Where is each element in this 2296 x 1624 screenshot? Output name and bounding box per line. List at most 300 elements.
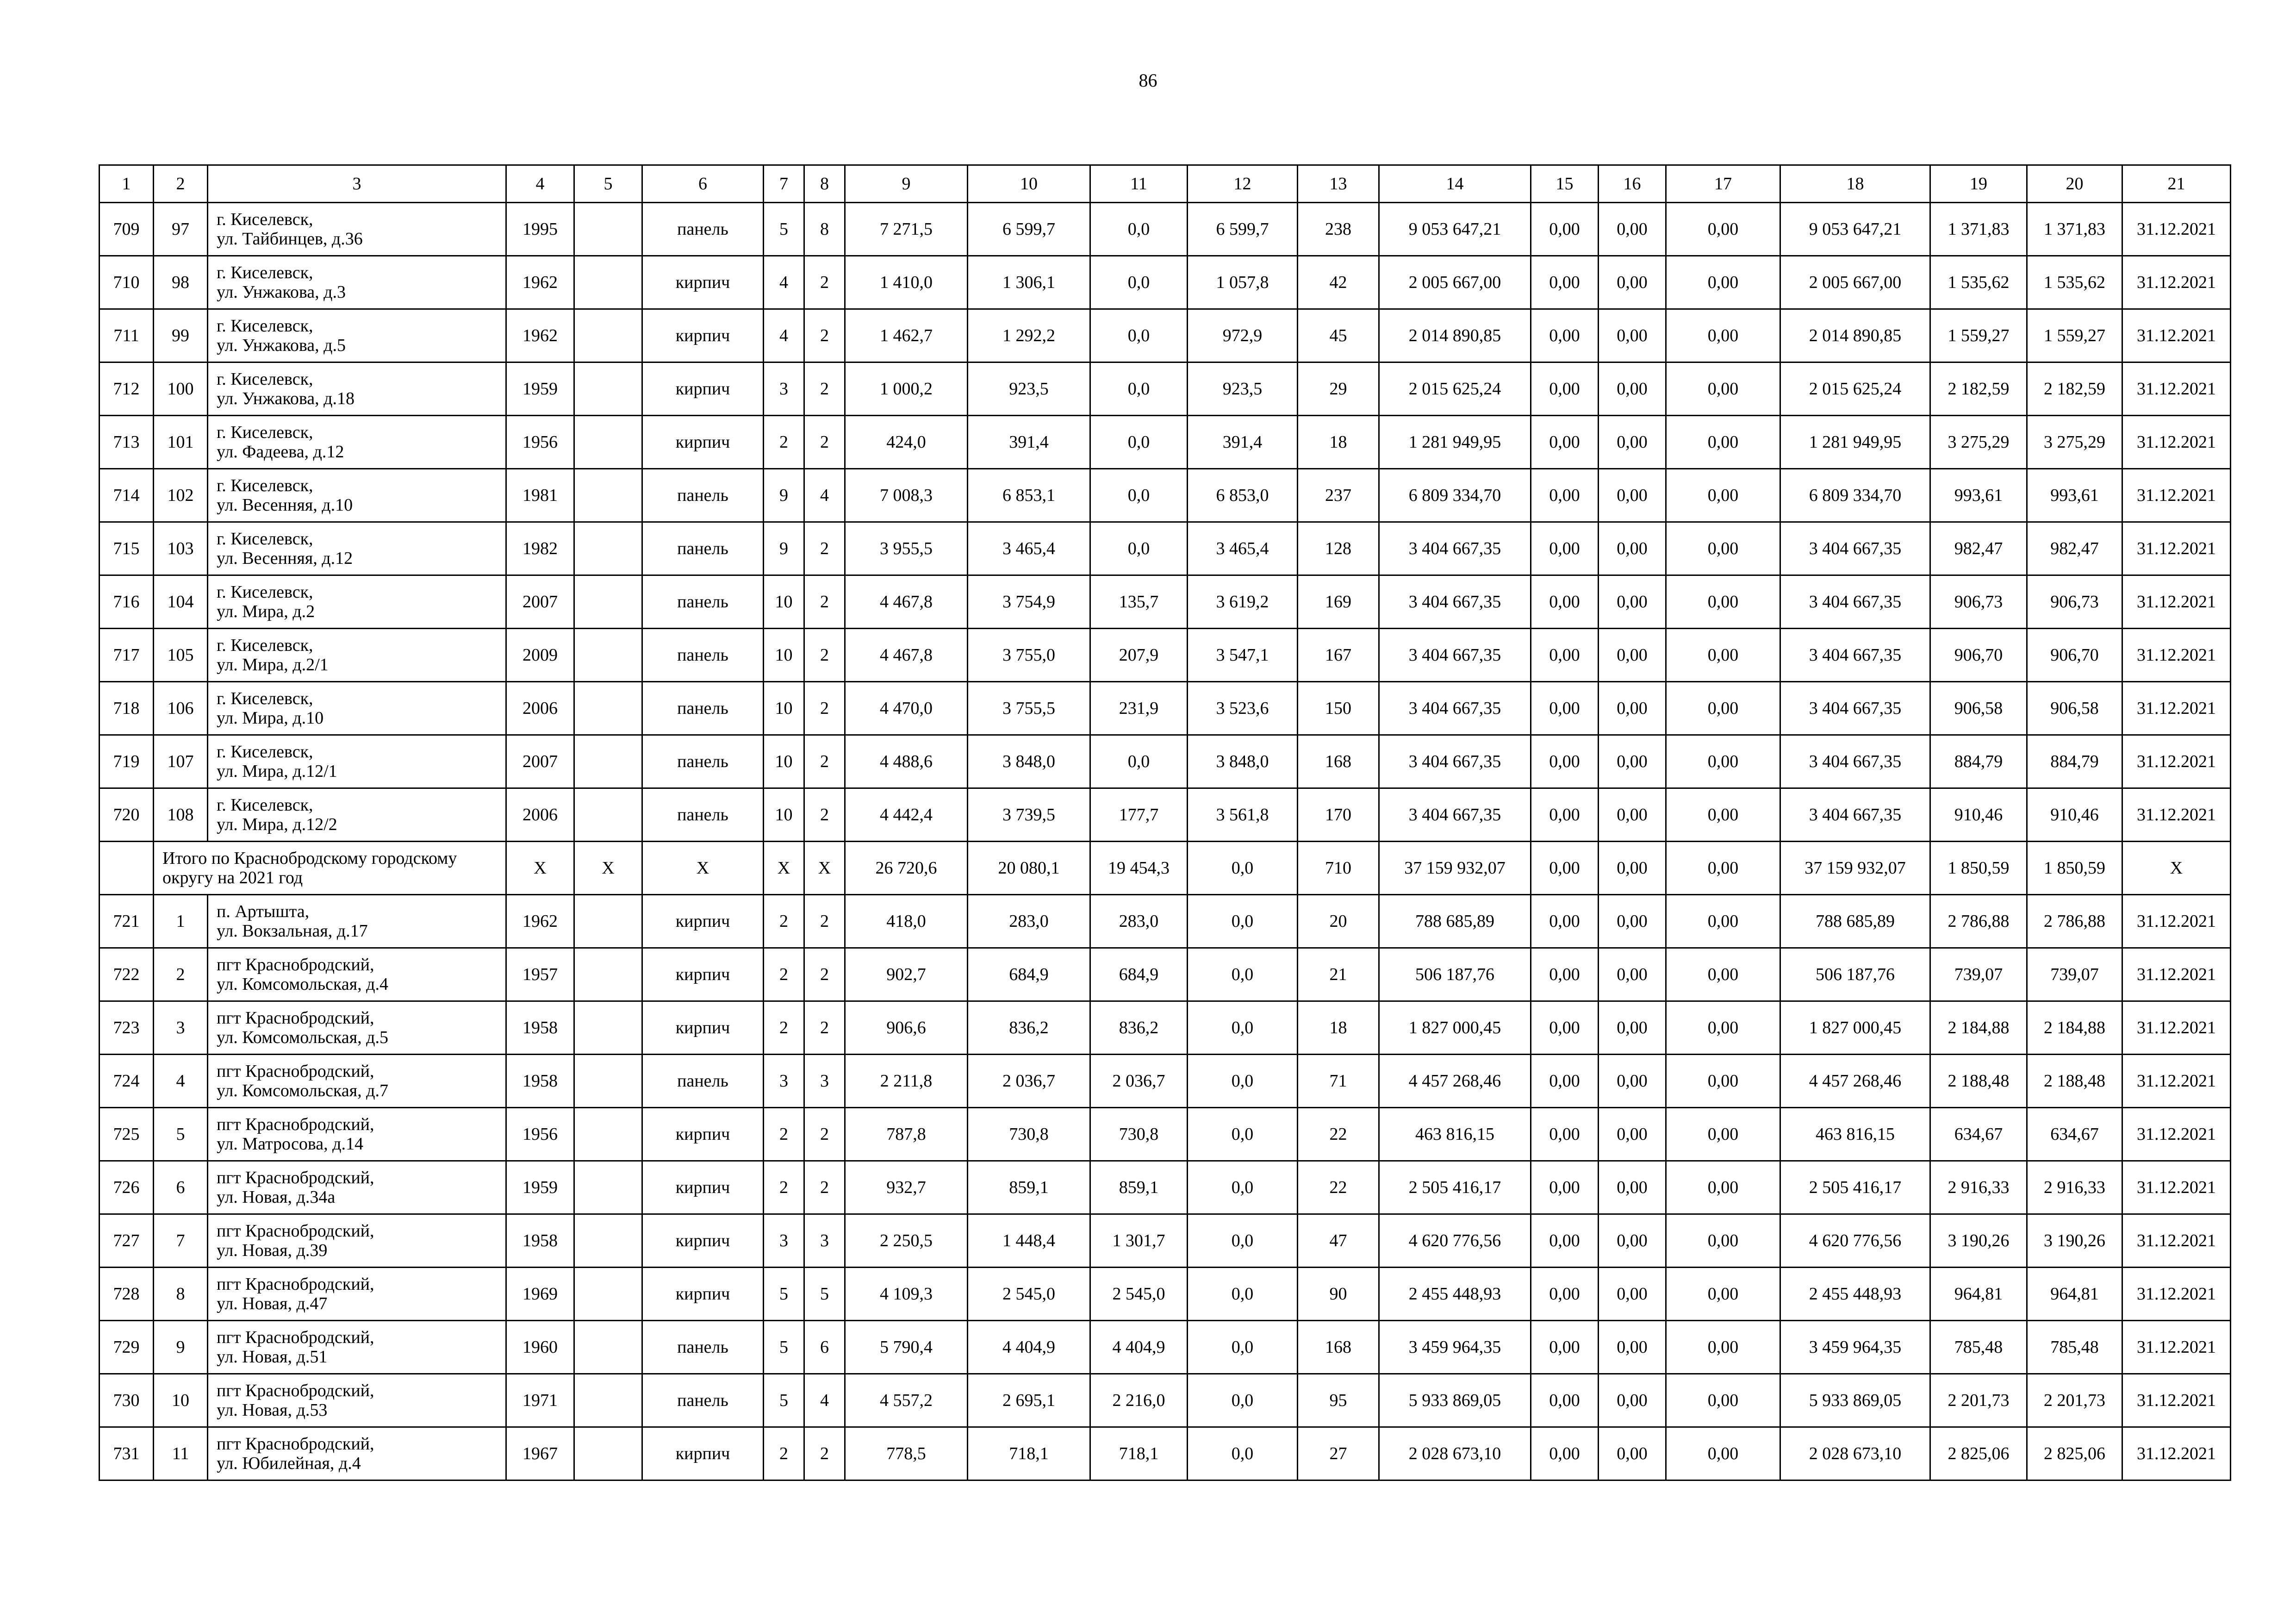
cell-col-8: 2: [804, 735, 845, 788]
cell-col-21: 31.12.2021: [2122, 948, 2231, 1001]
cell-col-14: 3 404 667,35: [1379, 788, 1531, 842]
cell-col-9: 4 467,8: [845, 575, 968, 629]
cell-col-6: кирпич: [642, 1214, 764, 1268]
cell-col-8: 2: [804, 362, 845, 416]
cell-col-14: 463 816,15: [1379, 1108, 1531, 1161]
cell-col-20: 1 559,27: [2027, 309, 2122, 362]
cell-col-11: 135,7: [1090, 575, 1188, 629]
cell-col-21: 31.12.2021: [2122, 1001, 2231, 1055]
address-street: ул. Мира, д.12/2: [217, 815, 337, 834]
address-cell: [208, 416, 506, 469]
cell-col-18: 37 159 932,07: [1780, 842, 1930, 895]
cell-col-1: 719: [100, 735, 154, 788]
table-row: [100, 1108, 2231, 1161]
cell-col-8: 6: [804, 1321, 845, 1374]
cell-col-19: 906,70: [1930, 629, 2027, 682]
cell-col-21: 31.12.2021: [2122, 629, 2231, 682]
cell-col-15: 0,00: [1531, 1268, 1599, 1321]
cell-col-5: [574, 1001, 642, 1055]
header-row: [100, 165, 2231, 203]
cell-col-18: 4 457 268,46: [1780, 1055, 1930, 1108]
cell-col-6: кирпич: [642, 948, 764, 1001]
cell-col-2: 11: [154, 1427, 208, 1480]
cell-col-11: 859,1: [1090, 1161, 1188, 1214]
cell-col-17: 0,00: [1666, 842, 1780, 895]
cell-col-1: 724: [100, 1055, 154, 1108]
cell-col-1: 710: [100, 256, 154, 309]
cell-col-1: 725: [100, 1108, 154, 1161]
cell-col-6: панель: [642, 1374, 764, 1427]
cell-col-9: 4 557,2: [845, 1374, 968, 1427]
cell-col-4: X: [506, 842, 574, 895]
cell-col-21: 31.12.2021: [2122, 522, 2231, 575]
cell-col-6: кирпич: [642, 416, 764, 469]
cell-col-18: 3 404 667,35: [1780, 522, 1930, 575]
cell-col-2: 104: [154, 575, 208, 629]
cell-col-10: 718,1: [968, 1427, 1090, 1480]
cell-col-18: 4 620 776,56: [1780, 1214, 1930, 1268]
cell-col-11: 177,7: [1090, 788, 1188, 842]
cell-col-18: 9 053 647,21: [1780, 203, 1930, 256]
address-street: ул. Мира, д.12/1: [217, 762, 337, 781]
cell-col-16: 0,00: [1599, 362, 1666, 416]
cell-col-2: 102: [154, 469, 208, 522]
table-row: [100, 203, 2231, 256]
cell-col-1: 722: [100, 948, 154, 1001]
cell-col-13: 238: [1298, 203, 1379, 256]
cell-col-13: 90: [1298, 1268, 1379, 1321]
cell-col-7: 4: [764, 309, 804, 362]
column-header-5: 5: [574, 165, 642, 203]
cell-col-15: 0,00: [1531, 735, 1599, 788]
cell-col-20: 2 786,88: [2027, 895, 2122, 948]
cell-col-18: 3 459 964,35: [1780, 1321, 1930, 1374]
cell-col-9: 3 955,5: [845, 522, 968, 575]
cell-col-18: 463 816,15: [1780, 1108, 1930, 1161]
address-street: ул. Юбилейная, д.4: [217, 1454, 361, 1473]
cell-col-16: 0,00: [1599, 1321, 1666, 1374]
cell-col-17: 0,00: [1666, 1214, 1780, 1268]
cell-col-14: 3 459 964,35: [1379, 1321, 1531, 1374]
address-street: ул. Новая, д.47: [217, 1294, 328, 1313]
cell-col-1: 721: [100, 895, 154, 948]
cell-col-5: [574, 1055, 642, 1108]
cell-col-14: 3 404 667,35: [1379, 735, 1531, 788]
column-header-16: 16: [1599, 165, 1666, 203]
cell-col-4: 1958: [506, 1055, 574, 1108]
cell-col-8: 2: [804, 575, 845, 629]
address-cell: [208, 629, 506, 682]
cell-col-21: X: [2122, 842, 2231, 895]
cell-col-15: 0,00: [1531, 1321, 1599, 1374]
cell-col-21: 31.12.2021: [2122, 1055, 2231, 1108]
cell-col-2: 107: [154, 735, 208, 788]
cell-col-19: 739,07: [1930, 948, 2027, 1001]
cell-col-5: [574, 788, 642, 842]
cell-col-11: 0,0: [1090, 203, 1188, 256]
column-header-20: 20: [2027, 165, 2122, 203]
cell-col-19: 993,61: [1930, 469, 2027, 522]
cell-col-17: 0,00: [1666, 1321, 1780, 1374]
cell-col-20: 964,81: [2027, 1268, 2122, 1321]
cell-col-9: 4 109,3: [845, 1268, 968, 1321]
cell-col-14: 2 505 416,17: [1379, 1161, 1531, 1214]
cell-col-7: 10: [764, 735, 804, 788]
cell-col-5: [574, 1161, 642, 1214]
cell-col-17: 0,00: [1666, 895, 1780, 948]
cell-col-7: 5: [764, 203, 804, 256]
cell-col-15: 0,00: [1531, 416, 1599, 469]
address-cell: [208, 362, 506, 416]
address-locality: п. Артышта,: [217, 902, 310, 921]
cell-col-14: 3 404 667,35: [1379, 682, 1531, 735]
cell-col-14: 3 404 667,35: [1379, 575, 1531, 629]
column-header-13: 13: [1298, 165, 1379, 203]
cell-col-6: кирпич: [642, 895, 764, 948]
cell-col-14: 2 015 625,24: [1379, 362, 1531, 416]
cell-col-20: 910,46: [2027, 788, 2122, 842]
cell-col-2: 6: [154, 1161, 208, 1214]
cell-col-19: 1 850,59: [1930, 842, 2027, 895]
cell-col-14: 2 014 890,85: [1379, 309, 1531, 362]
address-cell: [208, 895, 506, 948]
cell-col-7: 10: [764, 788, 804, 842]
cell-col-14: 5 933 869,05: [1379, 1374, 1531, 1427]
address-cell: [208, 1214, 506, 1268]
table-row: [100, 629, 2231, 682]
address-locality: пгт Краснобродский,: [217, 1434, 374, 1454]
cell-col-20: 906,58: [2027, 682, 2122, 735]
cell-col-1: 709: [100, 203, 154, 256]
cell-col-11: 0,0: [1090, 522, 1188, 575]
table-row: [100, 895, 2231, 948]
cell-col-15: 0,00: [1531, 362, 1599, 416]
cell-col-6: кирпич: [642, 309, 764, 362]
cell-col-11: 730,8: [1090, 1108, 1188, 1161]
cell-col-16: 0,00: [1599, 522, 1666, 575]
column-header-12: 12: [1188, 165, 1298, 203]
address-locality: г. Киселевск,: [217, 210, 313, 229]
cell-col-19: 3 275,29: [1930, 416, 2027, 469]
cell-col-20: 2 188,48: [2027, 1055, 2122, 1108]
cell-col-13: 45: [1298, 309, 1379, 362]
table-row: [100, 682, 2231, 735]
cell-col-17: 0,00: [1666, 1055, 1780, 1108]
cell-col-7: 10: [764, 575, 804, 629]
cell-col-9: 2 211,8: [845, 1055, 968, 1108]
cell-col-19: 906,73: [1930, 575, 2027, 629]
address-cell: [208, 1161, 506, 1214]
cell-col-5: [574, 309, 642, 362]
address-locality: пгт Краснобродский,: [217, 1381, 374, 1400]
cell-col-17: 0,00: [1666, 203, 1780, 256]
cell-col-4: 1956: [506, 1108, 574, 1161]
cell-col-9: 1 410,0: [845, 256, 968, 309]
cell-col-4: 2009: [506, 629, 574, 682]
cell-col-8: 2: [804, 1161, 845, 1214]
cell-col-10: 684,9: [968, 948, 1090, 1001]
cell-col-11: 1 301,7: [1090, 1214, 1188, 1268]
cell-col-5: [574, 1427, 642, 1480]
cell-col-18: 3 404 667,35: [1780, 682, 1930, 735]
cell-col-12: 6 853,0: [1188, 469, 1298, 522]
cell-col-4: 1957: [506, 948, 574, 1001]
cell-col-18: 5 933 869,05: [1780, 1374, 1930, 1427]
cell-col-6: панель: [642, 629, 764, 682]
cell-col-18: 2 015 625,24: [1780, 362, 1930, 416]
cell-col-1: 730: [100, 1374, 154, 1427]
cell-col-13: 150: [1298, 682, 1379, 735]
cell-col-8: X: [804, 842, 845, 895]
cell-col-13: 95: [1298, 1374, 1379, 1427]
cell-col-6: панель: [642, 682, 764, 735]
cell-col-8: 2: [804, 948, 845, 1001]
cell-col-2: 100: [154, 362, 208, 416]
table-row: [100, 256, 2231, 309]
cell-col-7: 3: [764, 1055, 804, 1108]
cell-col-16: 0,00: [1599, 1108, 1666, 1161]
cell-col-5: [574, 682, 642, 735]
cell-col-16: 0,00: [1599, 256, 1666, 309]
cell-col-5: [574, 203, 642, 256]
cell-col-5: [574, 1214, 642, 1268]
cell-col-10: 3 465,4: [968, 522, 1090, 575]
address-locality: г. Киселевск,: [217, 316, 313, 336]
column-header-15: 15: [1531, 165, 1599, 203]
cell-col-10: 3 848,0: [968, 735, 1090, 788]
cell-col-19: 2 825,06: [1930, 1427, 2027, 1480]
cell-col-1: 727: [100, 1214, 154, 1268]
table-row: [100, 948, 2231, 1001]
cell-col-20: 1 535,62: [2027, 256, 2122, 309]
cell-col-9: 4 488,6: [845, 735, 968, 788]
address-cell: [208, 469, 506, 522]
cell-col-12: 3 848,0: [1188, 735, 1298, 788]
cell-col-20: 634,67: [2027, 1108, 2122, 1161]
cell-col-13: 29: [1298, 362, 1379, 416]
cell-col-5: [574, 575, 642, 629]
cell-col-7: 2: [764, 948, 804, 1001]
cell-col-19: 964,81: [1930, 1268, 2027, 1321]
cell-col-7: 2: [764, 895, 804, 948]
address-locality: пгт Краснобродский,: [217, 1168, 374, 1187]
cell-col-18: 2 505 416,17: [1780, 1161, 1930, 1214]
cell-col-7: 2: [764, 416, 804, 469]
address-street: ул. Матросова, д.14: [217, 1134, 363, 1154]
cell-col-8: 4: [804, 469, 845, 522]
cell-col-8: 2: [804, 1001, 845, 1055]
cell-col-8: 2: [804, 895, 845, 948]
table-row: [100, 575, 2231, 629]
address-locality: г. Киселевск,: [217, 423, 313, 442]
cell-col-21: 31.12.2021: [2122, 735, 2231, 788]
address-street: ул. Мира, д.2/1: [217, 655, 329, 675]
cell-col-14: 1 281 949,95: [1379, 416, 1531, 469]
cell-col-6: кирпич: [642, 1161, 764, 1214]
cell-col-10: 1 292,2: [968, 309, 1090, 362]
cell-col-10: 836,2: [968, 1001, 1090, 1055]
cell-col-2: 108: [154, 788, 208, 842]
cell-col-15: 0,00: [1531, 522, 1599, 575]
cell-col-18: 6 809 334,70: [1780, 469, 1930, 522]
address-locality: г. Киселевск,: [217, 689, 313, 708]
cell-col-14: 506 187,76: [1379, 948, 1531, 1001]
cell-col-5: [574, 362, 642, 416]
cell-col-15: 0,00: [1531, 1427, 1599, 1480]
cell-col-15: 0,00: [1531, 629, 1599, 682]
total-label: Итого по Краснобродскому городскому округу на 2021 год: [154, 842, 506, 895]
cell-col-17: 0,00: [1666, 1427, 1780, 1480]
cell-col-9: 932,7: [845, 1161, 968, 1214]
cell-col-1: 715: [100, 522, 154, 575]
cell-col-12: 972,9: [1188, 309, 1298, 362]
cell-col-11: 836,2: [1090, 1001, 1188, 1055]
cell-col-5: [574, 522, 642, 575]
cell-col-19: 785,48: [1930, 1321, 2027, 1374]
cell-col-9: 418,0: [845, 895, 968, 948]
table-row: [100, 1161, 2231, 1214]
cell-col-6: панель: [642, 1321, 764, 1374]
cell-col-15: 0,00: [1531, 1214, 1599, 1268]
cell-col-2: 106: [154, 682, 208, 735]
cell-col-5: [574, 948, 642, 1001]
cell-col-12: 0,0: [1188, 895, 1298, 948]
cell-col-12: 0,0: [1188, 1427, 1298, 1480]
cell-col-13: 42: [1298, 256, 1379, 309]
cell-col-18: 2 005 667,00: [1780, 256, 1930, 309]
cell-col-16: 0,00: [1599, 309, 1666, 362]
table-row: [100, 735, 2231, 788]
column-header-21: 21: [2122, 165, 2231, 203]
cell-col-13: 21: [1298, 948, 1379, 1001]
cell-col-18: 3 404 667,35: [1780, 788, 1930, 842]
cell-col-6: X: [642, 842, 764, 895]
cell-col-13: 22: [1298, 1161, 1379, 1214]
table-body: [100, 203, 2231, 1480]
address-street: ул. Весенняя, д.12: [217, 549, 353, 568]
address-locality: пгт Краснобродский,: [217, 1328, 374, 1347]
cell-col-18: 788 685,89: [1780, 895, 1930, 948]
cell-col-18: 2 028 673,10: [1780, 1427, 1930, 1480]
cell-col-8: 8: [804, 203, 845, 256]
address-street: ул. Мира, д.2: [217, 602, 315, 621]
cell-col-5: [574, 1374, 642, 1427]
cell-col-4: 1982: [506, 522, 574, 575]
address-locality: пгт Краснобродский,: [217, 1008, 374, 1028]
cell-col-18: 2 014 890,85: [1780, 309, 1930, 362]
cell-col-4: 2006: [506, 788, 574, 842]
cell-col-19: 2 201,73: [1930, 1374, 2027, 1427]
cell-col-9: 5 790,4: [845, 1321, 968, 1374]
address-street: ул. Новая, д.39: [217, 1241, 328, 1260]
cell-col-4: 1959: [506, 1161, 574, 1214]
cell-col-21: 31.12.2021: [2122, 788, 2231, 842]
cell-col-16: 0,00: [1599, 1161, 1666, 1214]
cell-col-2: 9: [154, 1321, 208, 1374]
cell-col-12: 3 523,6: [1188, 682, 1298, 735]
cell-col-5: [574, 1268, 642, 1321]
address-street: ул. Вокзальная, д.17: [217, 921, 368, 941]
table-row: [100, 1055, 2231, 1108]
cell-col-10: 4 404,9: [968, 1321, 1090, 1374]
cell-col-1: 720: [100, 788, 154, 842]
cell-col-21: 31.12.2021: [2122, 416, 2231, 469]
address-cell: [208, 682, 506, 735]
cell-col-12: 0,0: [1188, 1268, 1298, 1321]
cell-col-6: панель: [642, 522, 764, 575]
column-header-3: 3: [208, 165, 506, 203]
column-header-9: 9: [845, 165, 968, 203]
cell-col-17: 0,00: [1666, 575, 1780, 629]
cell-col-13: 168: [1298, 735, 1379, 788]
cell-col-19: 2 182,59: [1930, 362, 2027, 416]
cell-col-4: 1971: [506, 1374, 574, 1427]
cell-col-13: 18: [1298, 1001, 1379, 1055]
cell-col-9: 1 000,2: [845, 362, 968, 416]
cell-col-2: 3: [154, 1001, 208, 1055]
cell-col-16: 0,00: [1599, 895, 1666, 948]
cell-col-12: 1 057,8: [1188, 256, 1298, 309]
cell-col-19: 634,67: [1930, 1108, 2027, 1161]
cell-col-2: 7: [154, 1214, 208, 1268]
cell-col-21: 31.12.2021: [2122, 362, 2231, 416]
address-locality: пгт Краснобродский,: [217, 1274, 374, 1294]
column-header-17: 17: [1666, 165, 1780, 203]
cell-col-7: 2: [764, 1108, 804, 1161]
cell-col-17: 0,00: [1666, 682, 1780, 735]
cell-col-5: [574, 1321, 642, 1374]
cell-col-20: 3 275,29: [2027, 416, 2122, 469]
cell-col-7: 5: [764, 1268, 804, 1321]
cell-col-6: кирпич: [642, 1268, 764, 1321]
cell-col-1: 729: [100, 1321, 154, 1374]
page-number: 86: [1139, 70, 1157, 91]
address-street: ул. Унжакова, д.18: [217, 389, 355, 408]
cell-col-19: 2 184,88: [1930, 1001, 2027, 1055]
cell-col-2: 1: [154, 895, 208, 948]
cell-col-21: 31.12.2021: [2122, 469, 2231, 522]
cell-col-21: 31.12.2021: [2122, 1321, 2231, 1374]
cell-col-8: 2: [804, 309, 845, 362]
cell-col-9: 4 442,4: [845, 788, 968, 842]
cell-col-12: 0,0: [1188, 1055, 1298, 1108]
cell-col-21: 31.12.2021: [2122, 1374, 2231, 1427]
cell-col-2: 105: [154, 629, 208, 682]
total-row: [100, 842, 2231, 895]
cell-col-8: 3: [804, 1214, 845, 1268]
cell-col-11: 0,0: [1090, 735, 1188, 788]
cell-col-4: 1967: [506, 1427, 574, 1480]
cell-col-20: 906,70: [2027, 629, 2122, 682]
table-row: [100, 469, 2231, 522]
cell-col-11: 231,9: [1090, 682, 1188, 735]
address-locality: пгт Краснобродский,: [217, 1115, 374, 1134]
cell-col-12: 3 561,8: [1188, 788, 1298, 842]
column-header-10: 10: [968, 165, 1090, 203]
address-street: ул. Унжакова, д.5: [217, 336, 346, 355]
cell-col-5: [574, 256, 642, 309]
cell-col-7: 9: [764, 469, 804, 522]
cell-col-21: 31.12.2021: [2122, 1108, 2231, 1161]
address-cell: [208, 948, 506, 1001]
cell-col-21: 31.12.2021: [2122, 256, 2231, 309]
cell-col-18: 3 404 667,35: [1780, 735, 1930, 788]
address-cell: [208, 1055, 506, 1108]
cell-col-2: 2: [154, 948, 208, 1001]
cell-col-6: кирпич: [642, 1108, 764, 1161]
cell-col-18: 1 281 949,95: [1780, 416, 1930, 469]
column-header-7: 7: [764, 165, 804, 203]
